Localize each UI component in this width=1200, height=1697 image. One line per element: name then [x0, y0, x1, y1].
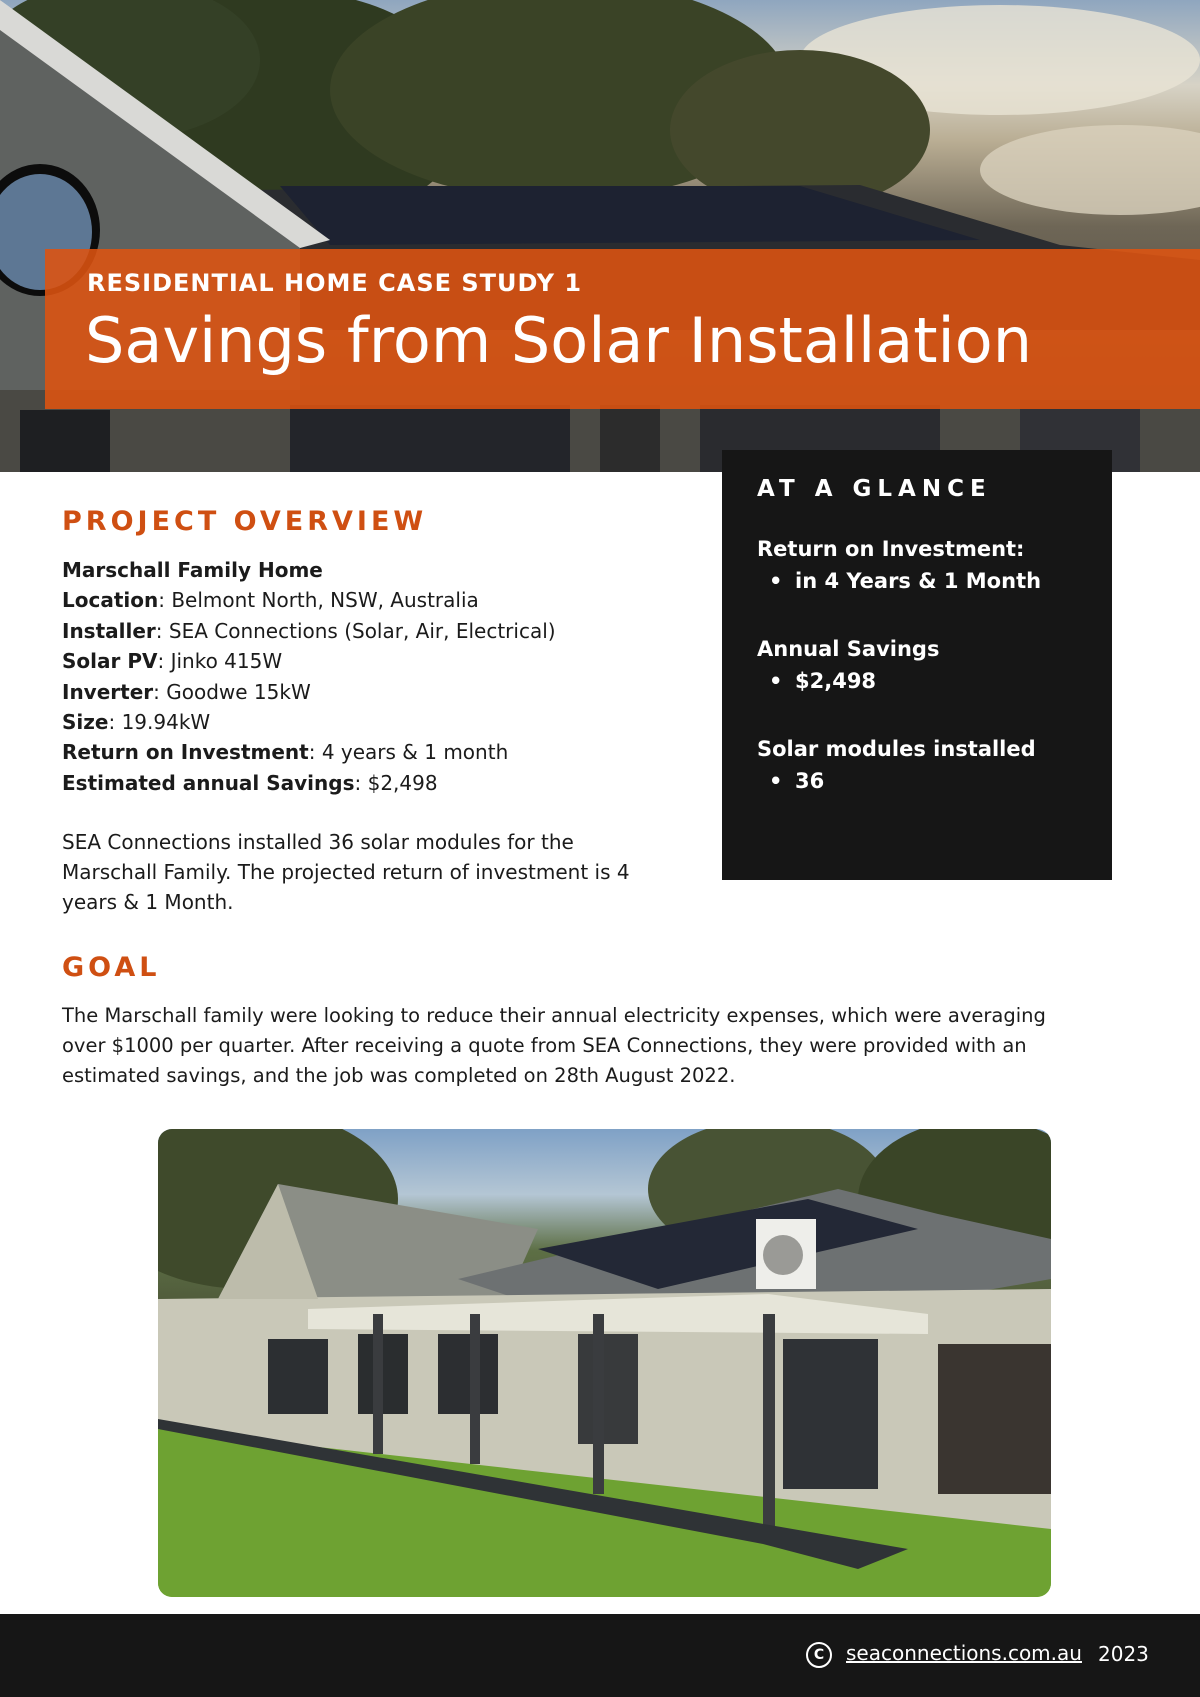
glance-modules-value: 36 — [795, 769, 825, 793]
detail-roi: Return on Investment: 4 years & 1 month — [62, 740, 509, 765]
website-link[interactable]: seaconnections.com.au — [846, 1641, 1082, 1665]
glance-savings-value: $2,498 — [795, 669, 877, 693]
goal-heading: GOAL — [62, 952, 161, 983]
summary-line: SEA Connections installed 36 solar modules for the — [62, 830, 574, 854]
glance-savings-label: Annual Savings — [757, 637, 940, 661]
house-photo — [158, 1129, 1051, 1597]
detail-solar-pv: Solar PV: Jinko 415W — [62, 649, 283, 674]
glance-roi-label: Return on Investment: — [757, 537, 1025, 561]
footer — [0, 1614, 1200, 1697]
summary-line: years & 1 Month. — [62, 890, 234, 914]
detail-inverter: Inverter: Goodwe 15kW — [62, 679, 311, 704]
bullet-icon: • — [769, 769, 783, 793]
goal-line: estimated savings, and the job was completed on 28th August 2022. — [62, 1064, 736, 1087]
glance-roi-item — [757, 564, 1041, 598]
project-name: Marschall Family Home — [62, 558, 323, 582]
summary-line: Marschall Family. The projected return of investment is 4 — [62, 860, 630, 884]
title-banner — [45, 249, 1200, 409]
glance-modules — [757, 734, 1036, 798]
project-overview-heading: PROJECT OVERVIEW — [62, 506, 428, 537]
glance-modules-item — [757, 764, 1036, 798]
house-photo-illustration — [158, 1129, 1051, 1597]
bullet-icon: • — [769, 569, 783, 593]
footer-year: 2023 — [1098, 1642, 1149, 1666]
detail-annual-savings: Estimated annual Savings: $2,498 — [62, 770, 438, 795]
overview-summary — [62, 827, 702, 917]
glance-savings — [757, 634, 939, 698]
case-study-label: RESIDENTIAL HOME CASE STUDY 1 — [87, 269, 583, 297]
detail-size: Size: 19.94kW — [62, 710, 211, 735]
goal-line: over $1000 per quarter. After receiving a quote from SEA Connections, they were provided with an — [62, 1034, 1027, 1057]
page-title: Savings from Solar Installation — [85, 304, 1033, 377]
goal-line: The Marschall family were looking to reduce their annual electricity expenses, which were averaging — [62, 1004, 1046, 1027]
copyright-icon: C — [806, 1642, 832, 1668]
detail-location: Location: Belmont North, NSW, Australia — [62, 588, 479, 613]
at-a-glance-panel — [722, 450, 1112, 880]
goal-text — [62, 1001, 1142, 1091]
at-a-glance-title: AT A GLANCE — [757, 476, 992, 502]
glance-savings-item — [757, 664, 939, 698]
glance-roi — [757, 534, 1041, 598]
bullet-icon: • — [769, 669, 783, 693]
glance-modules-label: Solar modules installed — [757, 737, 1036, 761]
project-details-list — [62, 555, 682, 798]
hero-photo — [0, 0, 1200, 472]
detail-installer: Installer: SEA Connections (Solar, Air, Electrical) — [62, 618, 556, 643]
glance-roi-value: in 4 Years & 1 Month — [795, 569, 1042, 593]
